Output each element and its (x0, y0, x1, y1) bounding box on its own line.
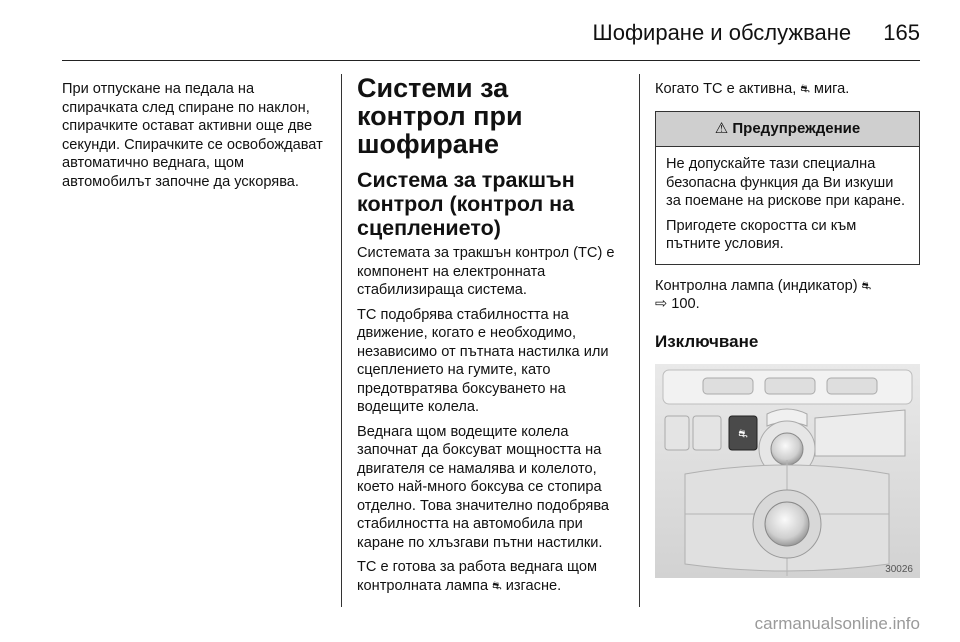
page-number: 165 (883, 20, 920, 45)
tc-active-paragraph (655, 80, 920, 99)
indicator-page-ref: 100. (671, 296, 700, 312)
column-left (62, 80, 327, 197)
traction-control-icon: ⛐ (492, 579, 502, 592)
control-panel-figure (655, 364, 920, 578)
indicator-text: Контролна лампа (индикатор) (655, 277, 858, 294)
warning-header (656, 112, 919, 148)
page-reference-icon: ⇨ (655, 296, 668, 312)
warning-title: Предупреждение (732, 119, 861, 137)
column-divider-1 (341, 74, 342, 607)
page-header (593, 20, 920, 46)
tc-paragraph-4-start: TC е готова за работа веднага щом контролната лампа (357, 559, 598, 594)
warning-box (655, 111, 920, 265)
column-right (655, 80, 920, 578)
watermark: carmanualsonline.info (754, 614, 920, 633)
svg-text:⛐: ⛐ (738, 427, 748, 440)
indicator-paragraph (655, 277, 920, 314)
tc-paragraph-1: Системата за тракшън контрол (TC) е компонент на електронната стабилизираща система. (357, 245, 615, 298)
column-middle (357, 73, 622, 601)
column-divider-2 (639, 74, 640, 607)
subsection-heading: Система за тракшън контрол (контрол на сцеплението) (357, 168, 575, 240)
section-heading: Системи за контрол при шофиране (357, 73, 523, 159)
warning-triangle-icon: ⚠ (714, 119, 729, 137)
traction-control-icon: ⛐ (861, 279, 872, 292)
warning-body (656, 147, 919, 264)
tc-active-start: Когато TC е активна, (655, 81, 797, 97)
page-title: Шофиране и обслужване (592, 20, 852, 45)
tc-paragraph-4 (357, 558, 622, 595)
warning-paragraph-1: Не допускайте тази специална безопасна функция да Ви изкуши за поемане на рискове при каране. (666, 156, 906, 209)
tc-paragraph-2: TC подобрява стабилността на движение, когато е необходимо, независимо от пътната настилка или сцеплението на гумите, като предотвратява боксуването на водещите колела. (357, 306, 609, 415)
control-panel-illustration (655, 364, 920, 578)
header-rule (62, 60, 920, 61)
hill-start-paragraph: При отпускане на педала на спирачката след спиране по наклон, спирачките остават активни още две секунди. Спирачките се освобождават автоматично веднага, щом автомобилът започне да ускорява. (62, 81, 323, 190)
switch-off-heading: Изключване (655, 331, 759, 351)
warning-paragraph-2: Пригодете скоростта си към пътните условия. (666, 217, 857, 252)
tc-paragraph-3: Веднага щом водещите колела започнат да боксуват мощността на двигателя се намалява и колелото, което най-много боксува се стопира отделно. Това значително подобрява стабилността на автомобила при каране по хлъзгави пътни настилки. (357, 423, 610, 551)
tc-paragraph-4-end: изгасне. (505, 577, 562, 594)
figure-number: 30026 (885, 563, 913, 575)
traction-control-icon: ⛐ (800, 83, 810, 95)
tc-active-end: мига. (813, 81, 850, 97)
